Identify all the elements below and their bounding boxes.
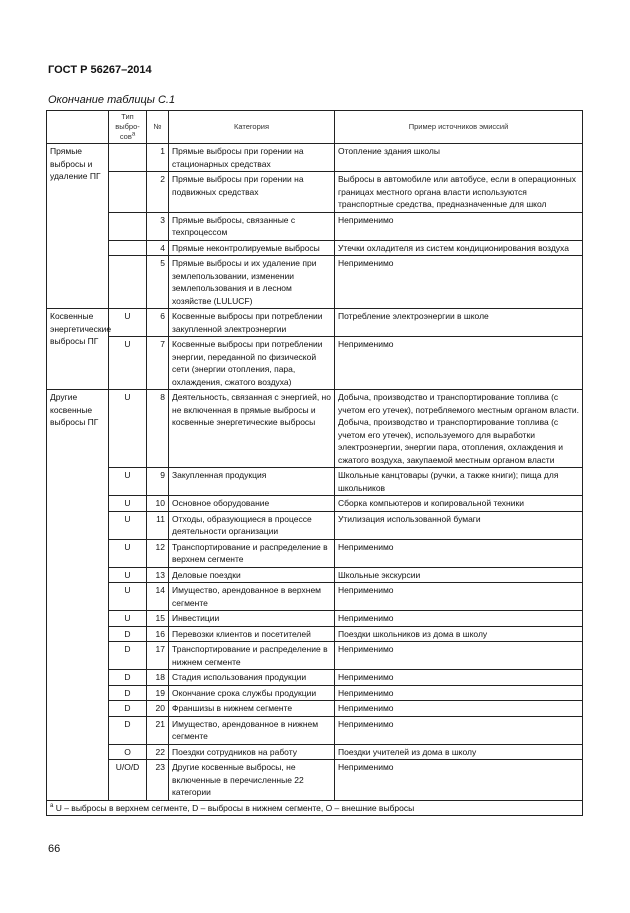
table-row — [47, 567, 583, 583]
table-row — [47, 240, 583, 256]
table-row — [47, 496, 583, 512]
example-cell: Поездки учителей из дома в школу — [335, 744, 583, 760]
type-cell: U — [109, 468, 147, 496]
num-cell: 5 — [147, 256, 169, 309]
type-cell: D — [109, 626, 147, 642]
header-category: Категория — [169, 111, 335, 144]
header-num: № — [147, 111, 169, 144]
scope-cell: Косвенные энергетические выбросы ПГ — [47, 309, 109, 390]
num-cell: 23 — [147, 760, 169, 801]
type-cell — [109, 144, 147, 172]
example-cell: Неприменимо — [335, 337, 583, 390]
example-cell: Неприменимо — [335, 701, 583, 717]
table-row — [47, 716, 583, 744]
table-footnote: $^a$ U – выбросы в верхнем сегменте, D – выбросы в нижнем сегменте, O – внешние выбросы — [47, 800, 583, 816]
example-cell: Неприменимо — [335, 760, 583, 801]
category-cell: Стадия использования продукции — [169, 670, 335, 686]
type-cell: D — [109, 642, 147, 670]
category-cell: Косвенные выбросы при потреблении энергии, переданной по физической сети (энергии отопления, пара, охлаждения, сжатого воздуха) — [169, 337, 335, 390]
table-row — [47, 583, 583, 611]
category-cell: Прямые выбросы при горении на стационарных средствах — [169, 144, 335, 172]
header-scope — [47, 111, 109, 144]
type-cell: U — [109, 567, 147, 583]
example-cell: Неприменимо — [335, 685, 583, 701]
example-cell: Потребление электроэнергии в школе — [335, 309, 583, 337]
num-cell: 16 — [147, 626, 169, 642]
category-cell: Транспортирование и распределение в верхнем сегменте — [169, 539, 335, 567]
footnote-mark: a — [131, 131, 136, 138]
table-row — [47, 760, 583, 801]
category-cell: Транспортирование и распределение в нижнем сегменте — [169, 642, 335, 670]
category-cell: Деятельность, связанная с энергией, но не включенная в прямые выбросы и косвенные энергетические выбросы — [169, 390, 335, 468]
category-cell: Имущество, арендованное в нижнем сегменте — [169, 716, 335, 744]
num-cell: 9 — [147, 468, 169, 496]
scope-cell: Другие косвенные выбросы ПГ — [47, 390, 109, 801]
type-cell: U — [109, 337, 147, 390]
type-cell: U — [109, 496, 147, 512]
type-cell: U — [109, 611, 147, 627]
type-cell: U — [109, 583, 147, 611]
example-cell: Утечки охладителя из систем кондиционирования воздуха — [335, 240, 583, 256]
type-cell: U — [109, 390, 147, 468]
type-cell: D — [109, 670, 147, 686]
num-cell: 19 — [147, 685, 169, 701]
num-cell: 7 — [147, 337, 169, 390]
table-row — [47, 539, 583, 567]
table-row — [47, 701, 583, 717]
table-row — [47, 744, 583, 760]
example-cell: Школьные экскурсии — [335, 567, 583, 583]
table-row — [47, 670, 583, 686]
num-cell: 14 — [147, 583, 169, 611]
page-number: 66 — [48, 843, 61, 855]
example-cell: Утилизация использованной бумаги — [335, 511, 583, 539]
example-cell: Неприменимо — [335, 611, 583, 627]
standard-title: ГОСТ Р 56267–2014 — [48, 64, 152, 76]
num-cell: 6 — [147, 309, 169, 337]
type-cell: U — [109, 309, 147, 337]
num-cell: 11 — [147, 511, 169, 539]
category-cell: Прямые выбросы и их удаление при землепользовании, изменении землепользования и в лесном хозяйстве (LULUCF) — [169, 256, 335, 309]
type-cell: O — [109, 744, 147, 760]
num-cell: 21 — [147, 716, 169, 744]
category-cell: Прямые выбросы, связанные с техпроцессом — [169, 212, 335, 240]
table-row — [47, 309, 583, 337]
num-cell: 10 — [147, 496, 169, 512]
example-cell: Добыча, производство и транспортирование топлива (с учетом его утечек), потребляемого местным органом власти. Добыча, производство и транспортирование топлива (с учетом его утечек), используемого для выработки электроэнергии, энергии пара, отопления, охлаждения и сжатого воздуха, закупаемой местным органом власти — [335, 390, 583, 468]
num-cell: 22 — [147, 744, 169, 760]
emissions-table — [46, 110, 583, 816]
table-row — [47, 172, 583, 213]
example-cell: Отопление здания школы — [335, 144, 583, 172]
example-cell: Школьные канцтовары (ручки, а также книги); пища для школьников — [335, 468, 583, 496]
num-cell: 15 — [147, 611, 169, 627]
category-cell: Имущество, арендованное в верхнем сегменте — [169, 583, 335, 611]
table-row — [47, 642, 583, 670]
type-cell — [109, 256, 147, 309]
table-row — [47, 511, 583, 539]
table-row — [47, 468, 583, 496]
category-cell: Перевозки клиентов и посетителей — [169, 626, 335, 642]
table-row — [47, 212, 583, 240]
type-cell: U — [109, 511, 147, 539]
table-caption: Окончание таблицы С.1 — [48, 94, 176, 106]
example-cell: Неприменимо — [335, 670, 583, 686]
scope-cell: Прямые выбросы и удаление ПГ — [47, 144, 109, 309]
example-cell: Неприменимо — [335, 256, 583, 309]
table-row — [47, 144, 583, 172]
num-cell: 4 — [147, 240, 169, 256]
type-cell — [109, 172, 147, 213]
num-cell: 13 — [147, 567, 169, 583]
num-cell: 18 — [147, 670, 169, 686]
num-cell: 17 — [147, 642, 169, 670]
category-cell: Прямые выбросы при горении на подвижных средствах — [169, 172, 335, 213]
type-cell — [109, 240, 147, 256]
example-cell: Сборка компьютеров и копировальной техники — [335, 496, 583, 512]
table-row — [47, 685, 583, 701]
type-cell: U — [109, 539, 147, 567]
category-cell: Инвестиции — [169, 611, 335, 627]
table-row — [47, 256, 583, 309]
category-cell: Деловые поездки — [169, 567, 335, 583]
table-row — [47, 337, 583, 390]
header-type: Тип выбро-сов$^a$ — [109, 111, 147, 144]
category-cell: Франшизы в нижнем сегменте — [169, 701, 335, 717]
category-cell: Окончание срока службы продукции — [169, 685, 335, 701]
num-cell: 12 — [147, 539, 169, 567]
category-cell: Другие косвенные выбросы, не включенные в перечисленные 22 категории — [169, 760, 335, 801]
category-cell: Косвенные выбросы при потреблении закупленной электроэнергии — [169, 309, 335, 337]
table-row — [47, 390, 583, 468]
type-cell: D — [109, 701, 147, 717]
example-cell: Выбросы в автомобиле или автобусе, если в операционных границах местного органа власти используются транспортные средства, предназначенные для школ — [335, 172, 583, 213]
type-cell — [109, 212, 147, 240]
example-cell: Неприменимо — [335, 539, 583, 567]
type-cell: D — [109, 685, 147, 701]
table-header-row — [47, 111, 583, 144]
num-cell: 3 — [147, 212, 169, 240]
num-cell: 20 — [147, 701, 169, 717]
category-cell: Отходы, образующиеся в процессе деятельности организации — [169, 511, 335, 539]
table-row — [47, 626, 583, 642]
example-cell: Неприменимо — [335, 716, 583, 744]
num-cell: 8 — [147, 390, 169, 468]
example-cell: Поездки школьников из дома в школу — [335, 626, 583, 642]
table-row — [47, 611, 583, 627]
type-cell: D — [109, 716, 147, 744]
num-cell: 1 — [147, 144, 169, 172]
example-cell: Неприменимо — [335, 212, 583, 240]
example-cell: Неприменимо — [335, 583, 583, 611]
type-cell: U/O/D — [109, 760, 147, 801]
category-cell: Прямые неконтролируемые выбросы — [169, 240, 335, 256]
category-cell: Основное оборудование — [169, 496, 335, 512]
example-cell: Неприменимо — [335, 642, 583, 670]
category-cell: Поездки сотрудников на работу — [169, 744, 335, 760]
num-cell: 2 — [147, 172, 169, 213]
footnote-row — [47, 800, 583, 816]
category-cell: Закупленная продукция — [169, 468, 335, 496]
header-example: Пример источников эмиссий — [335, 111, 583, 144]
